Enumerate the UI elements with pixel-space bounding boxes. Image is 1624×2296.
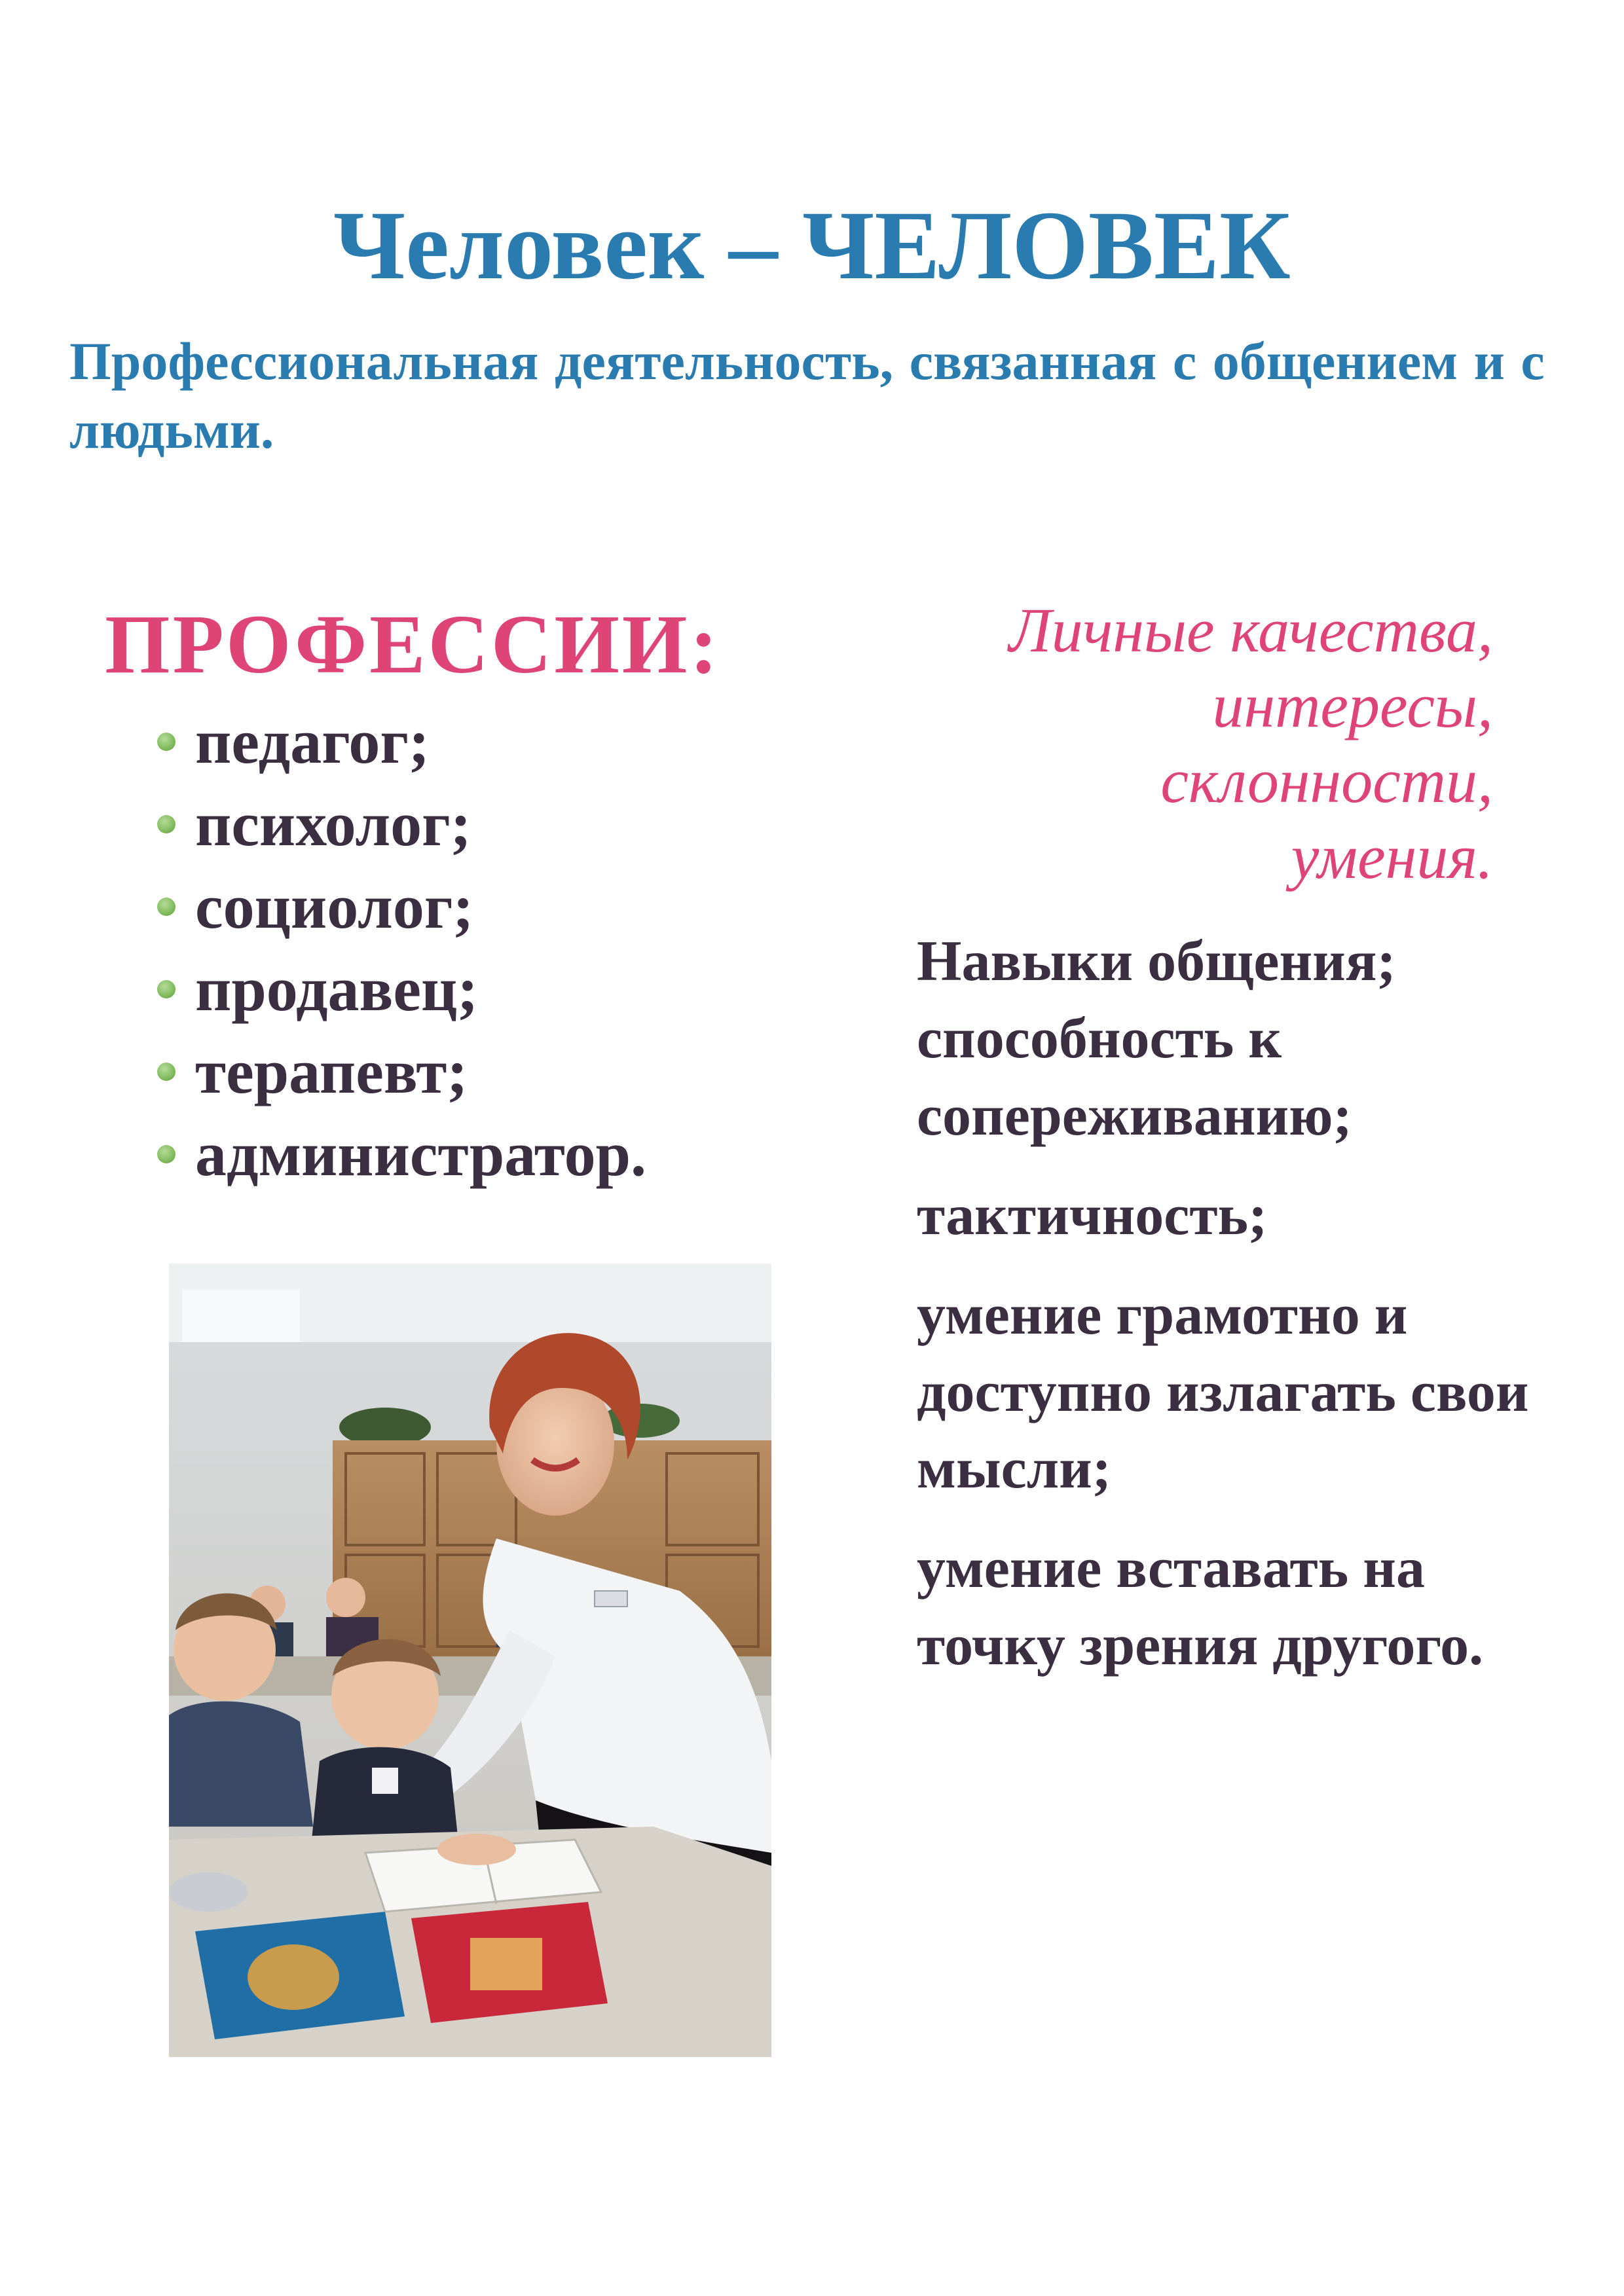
qualities-heading (1009, 592, 1493, 894)
bullet-dot-icon (157, 1145, 175, 1163)
bullet-dot-icon (157, 815, 175, 833)
bullet-dot-icon (157, 733, 175, 751)
profession-item (157, 783, 646, 866)
profession-item (157, 1113, 646, 1195)
classroom-photo-illustration (169, 1264, 771, 2057)
profession-list (157, 701, 646, 1195)
profession-label: продавец; (195, 954, 479, 1024)
page-subtitle: Профессиональная деятельность, связанная с общением и с людьми. (69, 331, 1545, 460)
qualities-heading-line: интересы, (1212, 670, 1493, 741)
profession-item (157, 866, 646, 948)
skill-paragraph: Навыки общения; способность к сопереживанию; (917, 930, 1396, 1148)
bullet-dot-icon (157, 1063, 175, 1081)
profession-label: администратор. (195, 1119, 647, 1189)
classroom-photo (169, 1264, 771, 2057)
qualities-heading-line: склонности, (1160, 746, 1493, 816)
profession-label: педагог; (195, 706, 430, 776)
bullet-dot-icon (157, 898, 175, 916)
qualities-heading-line: умения. (1291, 821, 1493, 892)
bullet-dot-icon (157, 980, 175, 998)
profession-item (157, 948, 646, 1030)
skill-paragraph: умение грамотно и доступно излагать свои мысли; (917, 1283, 1529, 1501)
skills-list (917, 923, 1559, 1707)
profession-label: терапевт; (195, 1036, 468, 1106)
profession-item (157, 701, 646, 783)
professions-heading: ПРОФЕССИИ: (105, 598, 721, 691)
qualities-heading-line: Личные качества, (1008, 595, 1493, 665)
skill-paragraph: тактичность; (917, 1183, 1268, 1247)
profession-label: психолог; (195, 789, 471, 859)
profession-item (157, 1030, 646, 1113)
profession-label: социолог; (195, 871, 474, 941)
skill-paragraph: умение вставать на точку зрения другого. (917, 1537, 1484, 1678)
page-title: Человек – ЧЕЛОВЕК (333, 191, 1291, 300)
